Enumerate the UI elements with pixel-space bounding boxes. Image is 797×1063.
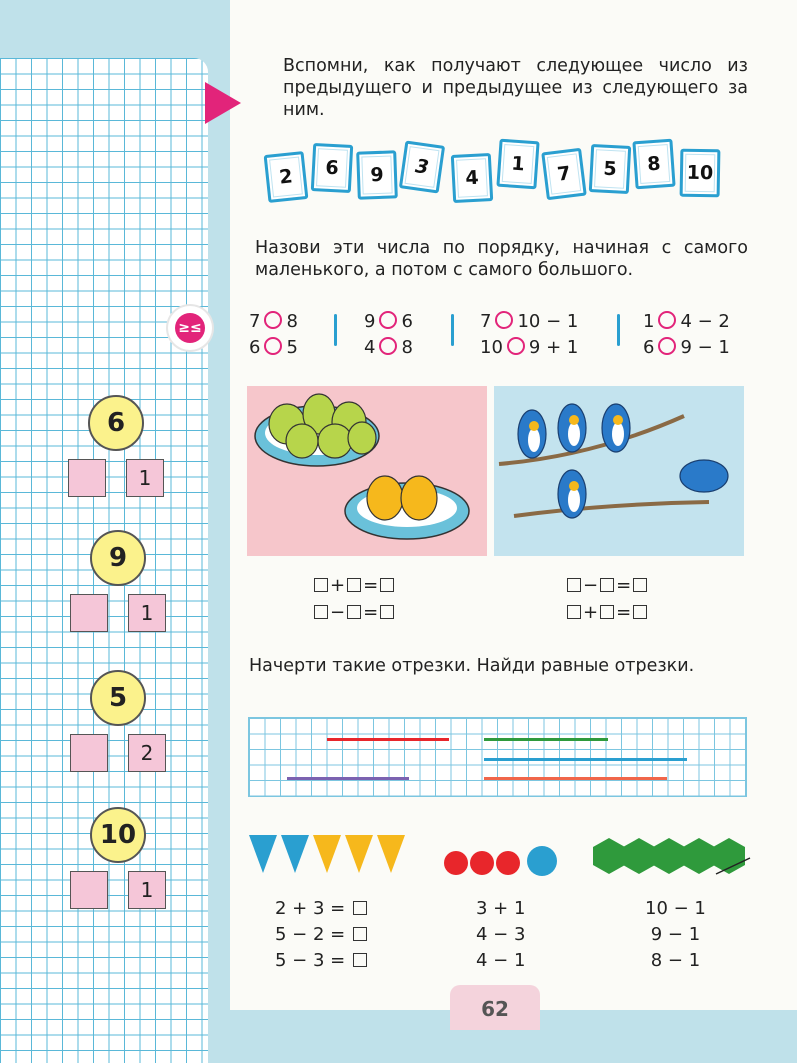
answer-box[interactable] bbox=[567, 578, 581, 592]
instruction-1: Вспомни, как получают следующее число из предыдущего и предыдущее из следующего за ним. bbox=[283, 56, 748, 120]
answer-box[interactable] bbox=[347, 578, 361, 592]
answer-box[interactable] bbox=[567, 605, 581, 619]
expression: 10 − 1 bbox=[645, 898, 706, 919]
compare-value: 8 bbox=[401, 337, 413, 358]
compare-value: 7 bbox=[249, 311, 261, 332]
yellow-triangle-icon bbox=[345, 835, 373, 873]
number-card: 7 bbox=[541, 148, 587, 201]
operator: + bbox=[330, 575, 346, 596]
green-segment bbox=[484, 738, 608, 741]
compare-value: 10 bbox=[480, 337, 503, 358]
compare-circle-icon bbox=[507, 337, 525, 355]
orange-segment bbox=[484, 777, 667, 780]
expression: 9 − 1 bbox=[650, 924, 701, 945]
blue-dot-icon bbox=[527, 846, 557, 876]
compare-group-4 bbox=[643, 309, 730, 361]
pears-equations bbox=[312, 572, 396, 626]
expression: 8 − 1 bbox=[650, 950, 701, 971]
compare-value: 9 − 1 bbox=[680, 337, 730, 358]
number-tree bbox=[62, 807, 182, 917]
answer-box[interactable] bbox=[600, 605, 614, 619]
tree-empty-box[interactable] bbox=[70, 594, 108, 632]
tree-empty-box[interactable] bbox=[68, 459, 106, 497]
compare-value: 8 bbox=[286, 311, 298, 332]
blue-segment bbox=[484, 758, 687, 761]
yellow-triangle-icon bbox=[377, 835, 405, 873]
answer-box[interactable] bbox=[353, 901, 367, 915]
number-card: 5 bbox=[589, 144, 631, 194]
birds-equations bbox=[565, 572, 649, 626]
page-number: 62 bbox=[450, 985, 540, 1030]
tree-top-number: 9 bbox=[90, 530, 146, 586]
tree-top-number: 5 bbox=[90, 670, 146, 726]
answer-box[interactable] bbox=[380, 605, 394, 619]
tree-right-box: 2 bbox=[128, 734, 166, 772]
compare-value: 9 + 1 bbox=[528, 337, 579, 358]
divider bbox=[617, 314, 620, 346]
number-card: 2 bbox=[264, 151, 309, 203]
operator: = bbox=[616, 602, 632, 623]
answer-box[interactable] bbox=[633, 605, 647, 619]
blue-triangle-icon bbox=[249, 835, 277, 873]
number-card: 3 bbox=[399, 140, 445, 193]
compare-circle-icon bbox=[379, 311, 397, 329]
tree-empty-box[interactable] bbox=[70, 871, 108, 909]
number-card: 4 bbox=[451, 153, 493, 203]
answer-box[interactable] bbox=[314, 605, 328, 619]
operator: + bbox=[583, 602, 599, 623]
compare-value: 7 bbox=[480, 311, 492, 332]
expression: 3 + 1 bbox=[476, 898, 526, 919]
tree-empty-box[interactable] bbox=[70, 734, 108, 772]
compare-group-2 bbox=[364, 309, 413, 361]
red-dot-icon bbox=[470, 851, 494, 875]
strike-line-icon bbox=[712, 852, 752, 878]
number-tree bbox=[62, 670, 182, 780]
tree-top-number: 6 bbox=[88, 395, 144, 451]
number-card: 9 bbox=[356, 150, 398, 199]
tree-right-box: 1 bbox=[126, 459, 164, 497]
bottom-column-3 bbox=[645, 896, 706, 974]
expression: 4 − 3 bbox=[476, 924, 526, 945]
instruction-2: Назови эти числа по порядку, начиная с самого маленького, а потом с самого большого. bbox=[255, 238, 748, 280]
red-dot-icon bbox=[444, 851, 468, 875]
compare-value: 10 − 1 bbox=[517, 311, 579, 332]
compare-value: 9 bbox=[364, 311, 376, 332]
operator: − bbox=[583, 575, 599, 596]
instruction-3: Начерти такие отрезки. Найди равные отрезки. bbox=[249, 656, 695, 676]
pointer-arrow-icon bbox=[205, 82, 241, 124]
number-cards bbox=[262, 140, 732, 200]
number-tree bbox=[60, 395, 180, 505]
number-card: 1 bbox=[496, 139, 539, 190]
compare-value: 1 bbox=[643, 311, 655, 332]
answer-box[interactable] bbox=[353, 927, 367, 941]
yellow-triangle-icon bbox=[313, 835, 341, 873]
operator: = bbox=[363, 602, 379, 623]
tree-top-number: 10 bbox=[90, 807, 146, 863]
operator: = bbox=[616, 575, 632, 596]
compare-circle-icon bbox=[379, 337, 397, 355]
compare-value: 5 bbox=[286, 337, 298, 358]
divider bbox=[451, 314, 454, 346]
answer-box[interactable] bbox=[633, 578, 647, 592]
red-segment bbox=[327, 738, 449, 741]
blue-triangle-icon bbox=[281, 835, 309, 873]
compare-circle-icon bbox=[658, 311, 676, 329]
compare-value: 6 bbox=[249, 337, 261, 358]
compare-circle-icon bbox=[264, 311, 282, 329]
red-dot-icon bbox=[496, 851, 520, 875]
expression: 4 − 1 bbox=[476, 950, 526, 971]
pears-picture bbox=[247, 386, 487, 556]
tree-right-box: 1 bbox=[128, 871, 166, 909]
comparison-sign-icon: ≥≤ bbox=[175, 313, 205, 343]
compare-value: 6 bbox=[401, 311, 413, 332]
compare-value: 4 bbox=[364, 337, 376, 358]
tree-right-box: 1 bbox=[128, 594, 166, 632]
number-card: 6 bbox=[311, 143, 353, 193]
operator: = bbox=[363, 575, 379, 596]
purple-segment bbox=[287, 777, 409, 780]
compare-group-1 bbox=[249, 309, 298, 361]
answer-box[interactable] bbox=[314, 578, 328, 592]
segments-grid bbox=[248, 717, 747, 797]
answer-box[interactable] bbox=[380, 578, 394, 592]
answer-box[interactable] bbox=[353, 953, 367, 967]
number-card: 8 bbox=[632, 139, 675, 190]
divider bbox=[334, 314, 337, 346]
compare-circle-icon bbox=[658, 337, 676, 355]
compare-value: 4 − 2 bbox=[680, 311, 730, 332]
expression: 5 − 2 = bbox=[275, 924, 346, 945]
compare-value: 6 bbox=[643, 337, 655, 358]
expression: 5 − 3 = bbox=[275, 950, 346, 971]
answer-box[interactable] bbox=[347, 605, 361, 619]
compare-circle-icon bbox=[495, 311, 513, 329]
answer-box[interactable] bbox=[600, 578, 614, 592]
comparison-smile-icon bbox=[168, 306, 212, 350]
number-tree bbox=[62, 530, 182, 640]
compare-circle-icon bbox=[264, 337, 282, 355]
bottom-column-2 bbox=[476, 896, 525, 974]
operator: − bbox=[330, 602, 346, 623]
birds-picture bbox=[494, 386, 744, 556]
number-card: 10 bbox=[680, 149, 721, 198]
bottom-column-1 bbox=[275, 896, 369, 974]
compare-group-3 bbox=[480, 309, 578, 361]
expression: 2 + 3 = bbox=[275, 898, 346, 919]
